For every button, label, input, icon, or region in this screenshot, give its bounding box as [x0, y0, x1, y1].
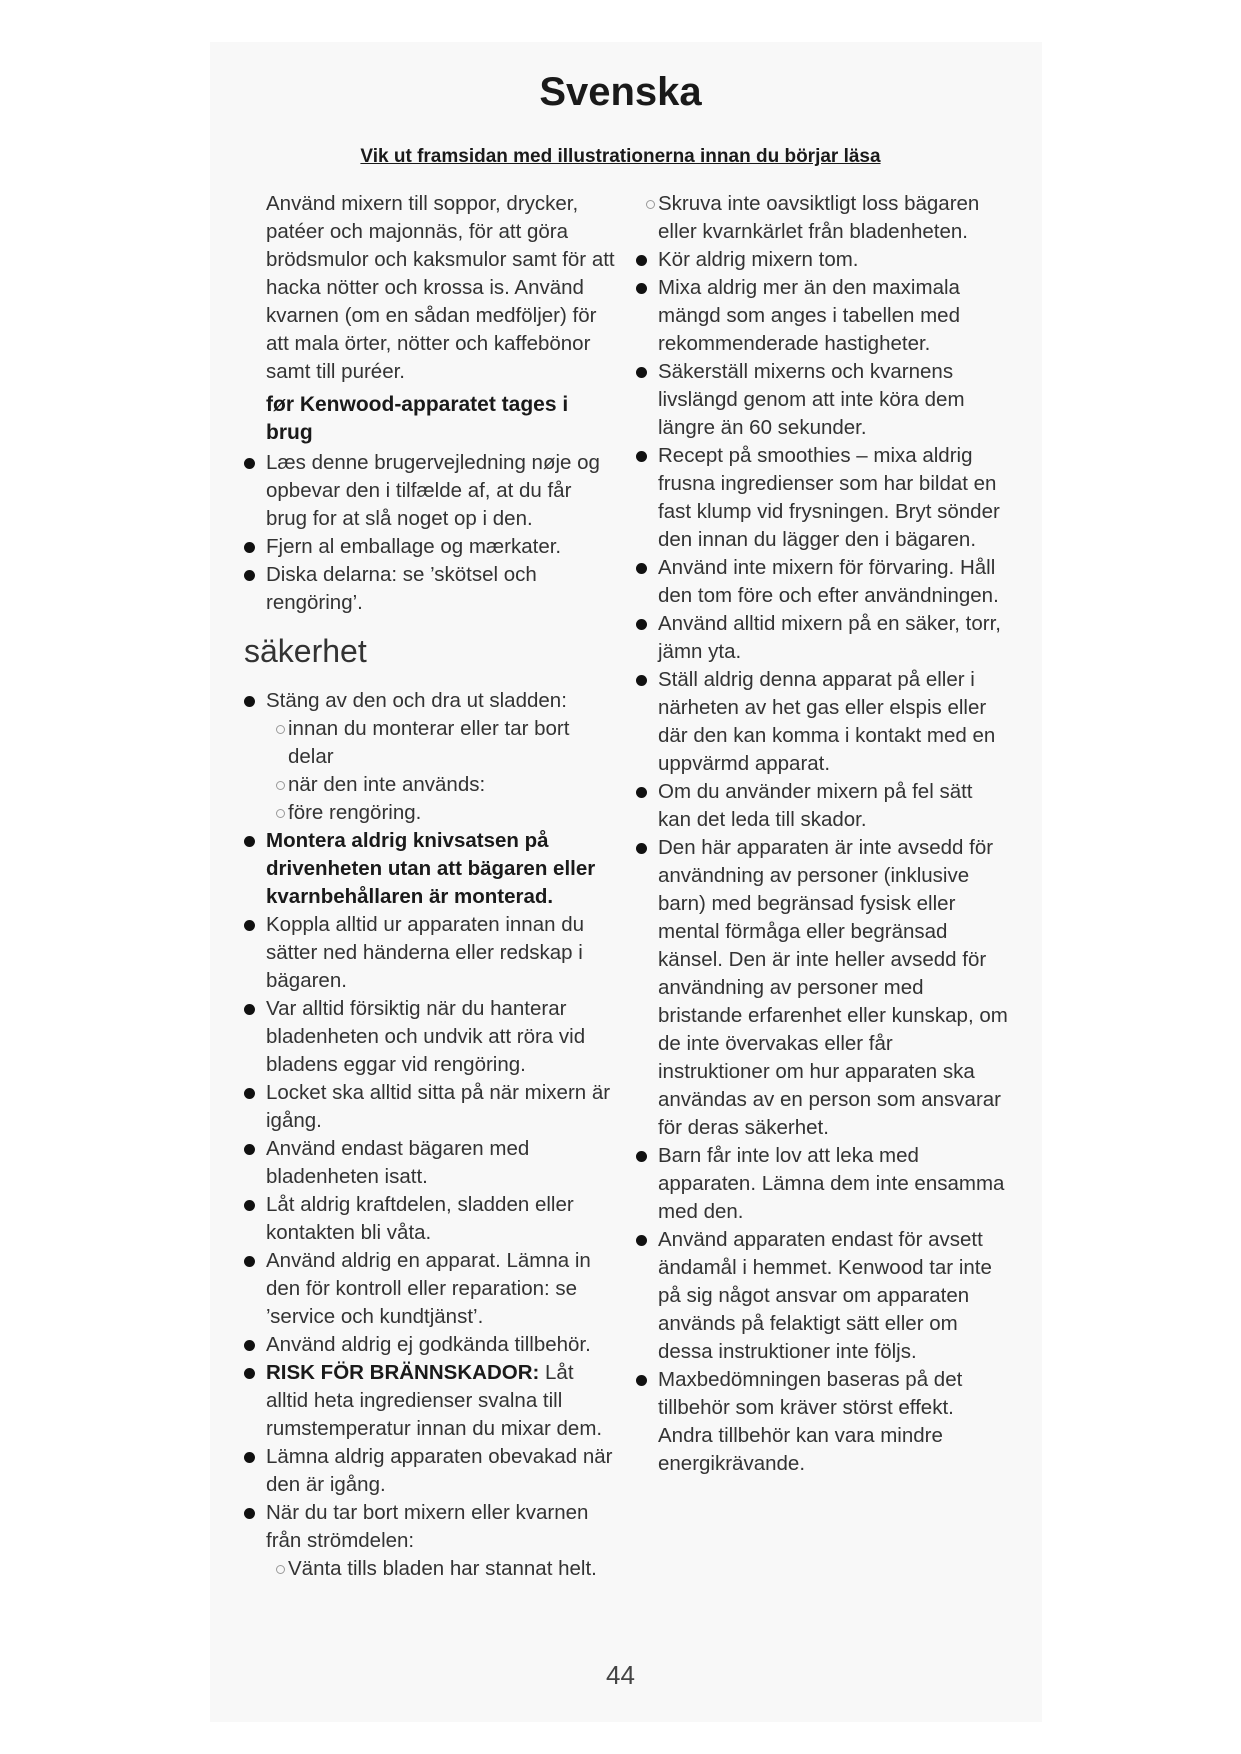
safety-list — [266, 687, 618, 1583]
list-item-burn-risk — [266, 1359, 618, 1443]
list-item: Den här apparaten är inte avsedd för användning av personer (inklusive barn) med begränsad fysisk eller mental förmåga eller begränsad känsel. Den är inte heller avsedd för användning av personer med bristande erfarenhet eller kunskap, om de inte övervakas eller får instruktioner om hur apparaten ska användas av en person som ansvarar för deras säkerhet. — [658, 834, 1008, 1142]
sub-item: Vänta tills bladen har stannat helt. — [266, 1555, 618, 1583]
safety-list-continued — [658, 246, 1008, 1478]
list-item-text: Stäng av den och dra ut sladden: — [266, 689, 567, 712]
right-column — [658, 190, 1008, 1478]
list-item: Låt aldrig kraftdelen, sladden eller kontakten bli våta. — [266, 1191, 618, 1247]
list-item: Använd inte mixern för förvaring. Håll den tom före och efter användningen. — [658, 554, 1008, 610]
list-item: Recept på smoothies – mixa aldrig frusna ingredienser som har bildat en fast klump vid frysningen. Bryt sönder den innan du lägger den i bägaren. — [658, 442, 1008, 554]
intro-paragraph: Använd mixern till soppor, drycker, patéer och majonnäs, för att göra brödsmulor och kaksmulor samt för att hacka nötter och krossa is. Använd kvarnen (om en sådan medföljer) för att mala örter, nötter och kaffebönor samt till puréer. — [266, 192, 615, 383]
list-item: Använd aldrig en apparat. Lämna in den för kontroll eller reparation: se ’service och kundtjänst’. — [266, 1247, 618, 1331]
list-item: Fjern al emballage og mærkater. — [266, 533, 618, 561]
list-item: Använd endast bägaren med bladenheten isatt. — [266, 1135, 618, 1191]
list-item: Ställ aldrig denna apparat på eller i närheten av het gas eller elspis eller där den kan komma i kontakt med en uppvärmd apparat. — [658, 666, 1008, 778]
list-item: Om du använder mixern på fel sätt kan det leda till skador. — [658, 778, 1008, 834]
list-item: Diska delarna: se ’skötsel och rengöring’. — [266, 561, 618, 617]
safety-heading: säkerhet — [244, 633, 367, 669]
list-item-warning: Montera aldrig knivsatsen på drivenheten utan att bägaren eller kvarnbehållaren är monterad. — [266, 827, 618, 911]
list-item: Använd alltid mixern på en säker, torr, jämn yta. — [658, 610, 1008, 666]
sub-item: innan du monterar eller tar bort delar — [266, 715, 618, 771]
list-item — [266, 687, 618, 827]
list-item: Säkerställ mixerns och kvarnens livslängd genom att inte köra dem längre än 60 sekunder. — [658, 358, 1008, 442]
list-item: Barn får inte lov att leka med apparaten. Lämna dem inte ensamma med den. — [658, 1142, 1008, 1226]
list-item: Använd aldrig ej godkända tillbehör. — [266, 1331, 618, 1359]
before-use-list — [266, 449, 618, 617]
sub-item: Skruva inte oavsiktligt loss bägaren eller kvarnkärlet från bladenheten. — [636, 190, 1008, 246]
page-number: 44 — [606, 1660, 635, 1690]
page-subtitle: Vik ut framsidan med illustrationerna innan du börjar läsa — [360, 146, 881, 167]
left-column — [244, 190, 618, 1583]
list-item-text: När du tar bort mixern eller kvarnen från strömdelen: — [266, 1501, 589, 1552]
list-item: Maxbedömningen baseras på det tillbehör som kräver störst effekt. Andra tillbehör kan vara mindre energikrävande. — [658, 1366, 1008, 1478]
list-item: Koppla alltid ur apparaten innan du sätter ned händerna eller redskap i bägaren. — [266, 911, 618, 995]
list-item: Lämna aldrig apparaten obevakad när den är igång. — [266, 1443, 618, 1499]
list-item: Använd apparaten endast för avsett ändamål i hemmet. Kenwood tar inte på sig något ansvar om apparaten används på felaktigt sätt eller om dessa instruktioner inte följs. — [658, 1226, 1008, 1366]
list-item: Locket ska alltid sitta på när mixern är igång. — [266, 1079, 618, 1135]
list-item — [266, 1499, 618, 1583]
before-use-heading: før Kenwood-apparatet tages i brug — [266, 393, 569, 444]
burn-risk-label: RISK FÖR BRÄNNSKADOR: — [266, 1361, 540, 1384]
list-item: Læs denne brugervejledning nøje og opbevar den i tilfælde af, at du får brug for at slå noget op i den. — [266, 449, 618, 533]
sub-item: före rengöring. — [266, 799, 618, 827]
sub-item: när den inte används: — [266, 771, 618, 799]
list-item: Var alltid försiktig när du hanterar bladenheten och undvik att röra vid bladens eggar vid rengöring. — [266, 995, 618, 1079]
list-item: Mixa aldrig mer än den maximala mängd som anges i tabellen med rekommenderade hastigheter. — [658, 274, 1008, 358]
page-title: Svenska — [539, 70, 702, 114]
list-item: Kör aldrig mixern tom. — [658, 246, 1008, 274]
list-item-text: Låt alltid heta ingredienser svalna till rumstemperatur innan du mixar dem. — [266, 1361, 603, 1440]
